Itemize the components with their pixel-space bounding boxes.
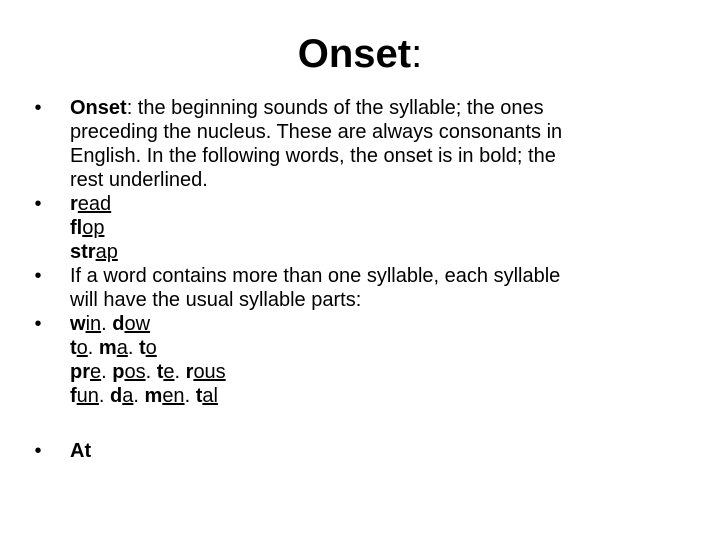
slide-title-term: Onset (297, 32, 412, 76)
rest: op (82, 217, 105, 239)
bullet-item-example-words (28, 192, 668, 264)
separator: . (174, 361, 186, 383)
rest: a (116, 337, 128, 359)
at-text: At (70, 440, 92, 462)
word-read (70, 192, 668, 216)
rest: os (124, 361, 146, 383)
word-preposterous (70, 360, 668, 384)
onset: t (70, 337, 77, 359)
rest: ead (77, 193, 112, 215)
onset: m (98, 337, 117, 359)
definition-line-3: English. In the following words, the onset is in bold; the (70, 145, 556, 167)
rest: in (85, 313, 102, 335)
onset: f (70, 385, 77, 407)
at-line (70, 439, 668, 463)
rest: al (202, 385, 218, 407)
word-strap (70, 240, 668, 264)
rest: en (162, 385, 185, 407)
separator: . (145, 361, 157, 383)
onset: t (156, 361, 164, 383)
rest: ap (95, 241, 118, 263)
multisyllable-line-1: If a word contains more than one syllable, each syllable (70, 265, 561, 287)
separator: . (127, 337, 139, 359)
definition-line-1 (70, 96, 668, 120)
onset: str (70, 241, 96, 263)
rest: o (76, 337, 88, 359)
multisyllable-line-2: will have the usual syllable parts: (70, 289, 362, 311)
rest: a (122, 385, 134, 407)
onset: m (144, 385, 163, 407)
separator: . (184, 385, 196, 407)
bullet-item-syllable-examples (28, 312, 668, 408)
onset: fl (70, 217, 83, 239)
bullet-dot-icon: • (34, 313, 42, 335)
onset: p (112, 361, 125, 383)
rest: o (145, 337, 157, 359)
slide-body (28, 96, 668, 463)
separator: . (87, 337, 99, 359)
slide-title-colon: : (411, 32, 423, 76)
slide-title (0, 26, 720, 82)
bullet-dot-icon: • (34, 440, 42, 462)
onset: d (112, 313, 125, 335)
bullet-item-multisyllable (28, 264, 668, 312)
bullet-dot-icon: • (34, 97, 42, 119)
bullet-dot-icon: • (34, 265, 42, 287)
onset: t (138, 337, 146, 359)
rest: e (163, 361, 175, 383)
onset: pr (70, 361, 90, 383)
onset-term: Onset (70, 97, 127, 119)
separator: . (98, 385, 111, 407)
bullet-item-onset-definition (28, 96, 668, 192)
word-flop (70, 216, 668, 240)
onset: r (185, 361, 194, 383)
word-fundamental (70, 384, 668, 408)
definition-line-4: rest underlined. (70, 169, 208, 191)
rest: e (90, 361, 102, 383)
bullet-dot-icon: • (34, 193, 42, 215)
onset: t (195, 385, 203, 407)
separator: . (101, 313, 113, 335)
rest: un (76, 385, 99, 407)
rest: ow (124, 313, 151, 335)
separator: . (133, 385, 145, 407)
separator: . (101, 361, 113, 383)
onset: w (70, 313, 86, 335)
onset: r (70, 193, 78, 215)
definition-text-1: : the beginning sounds of the syllable; the ones (126, 97, 544, 119)
definition-line-2: preceding the nucleus. These are always consonants in (70, 121, 563, 143)
rest: ous (193, 361, 226, 383)
onset: d (110, 385, 123, 407)
bullet-item-at (28, 439, 668, 463)
word-tomato (70, 336, 668, 360)
word-window (70, 312, 668, 336)
